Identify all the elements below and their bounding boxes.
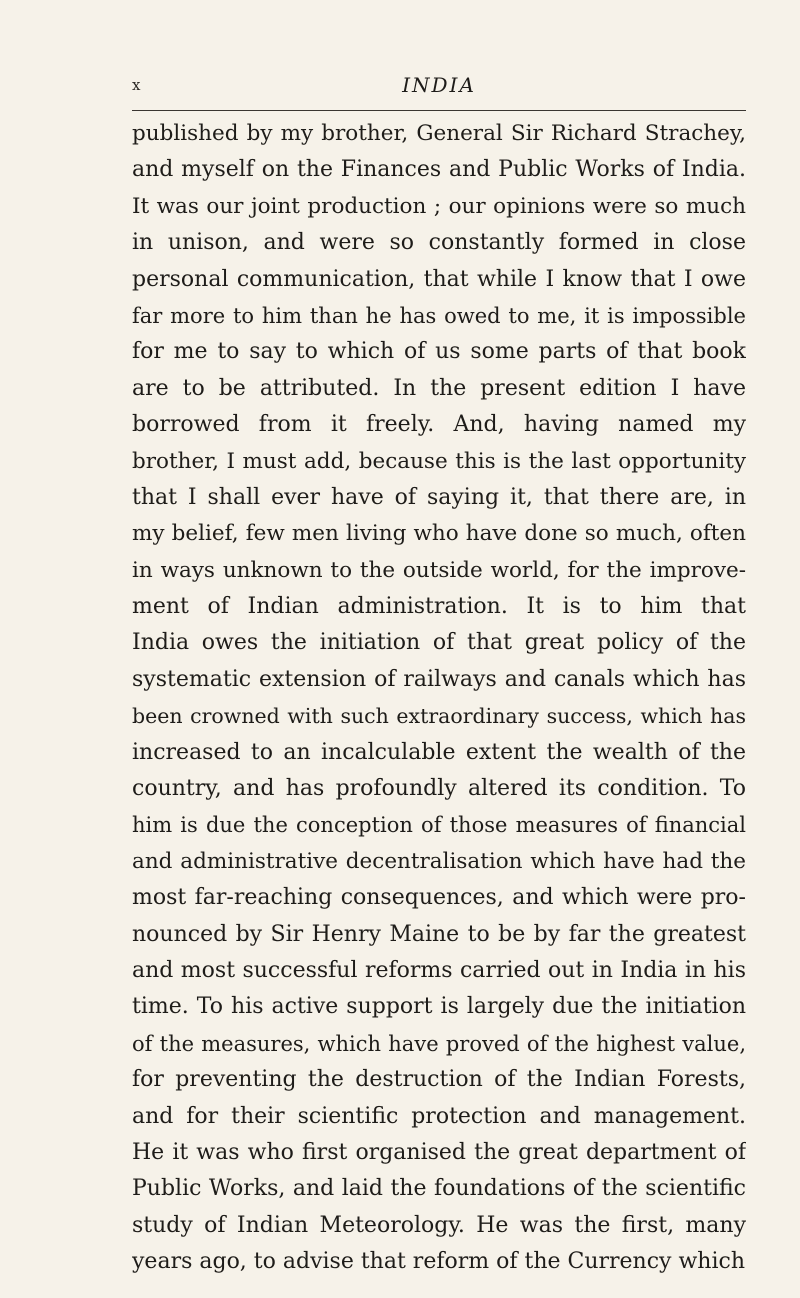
page-number: x [132, 76, 142, 94]
text-line: been crowned with such extraordinary success, which has [132, 704, 746, 729]
text-line: of the measures, which have proved of the highest value, [132, 1031, 746, 1056]
text-line: country, and has profoundly altered its condition. To [132, 776, 746, 802]
text-line: increased to an incalculable extent the wealth of the [132, 739, 746, 765]
text-line: published by my brother, General Sir Richard Strachey, [132, 121, 746, 146]
text-line: personal communication, that while I know that I owe [132, 266, 746, 292]
text-line: and for their scientific protection and management. [132, 1103, 746, 1129]
text-line: far more to him than he has owed to me, it is impossible [132, 303, 746, 328]
text-line: It was our joint production ; our opinions were so much [132, 193, 746, 219]
page-header [132, 60, 746, 102]
running-title: INDIA [402, 73, 476, 97]
text-line: study of Indian Meteorology. He was the first, many [132, 1212, 746, 1238]
text-line: He it was who first organised the great department of [132, 1139, 746, 1165]
text-line: are to be attributed. In the present edition I have [132, 375, 746, 401]
header-rule [132, 110, 746, 111]
body-text [132, 116, 746, 1281]
text-line: systematic extension of railways and canals which has [132, 666, 746, 692]
text-line: Public Works, and laid the foundations of the scientific [132, 1176, 746, 1202]
text-line: and administrative decentralisation which have had the [132, 848, 746, 874]
text-line: him is due the conception of those measures of financial [132, 813, 746, 838]
text-line: and most successful reforms carried out in India in his [132, 957, 746, 983]
text-line: for me to say to which of us some parts of that book [132, 339, 746, 365]
text-line: in ways unknown to the outside world, for the improve- [132, 557, 746, 583]
text-line: years ago, to advise that reform of the Currency which [132, 1249, 745, 1275]
text-line: and myself on the Finances and Public Works of India. [132, 157, 746, 183]
text-line: that I shall ever have of saying it, that there are, in [132, 484, 746, 510]
text-line: borrowed from it freely. And, having named my [132, 412, 746, 438]
text-line: nounced by Sir Henry Maine to be by far the greatest [132, 921, 746, 947]
text-line: brother, I must add, because this is the last opportunity [132, 448, 746, 474]
text-line: ment of Indian administration. It is to him that [132, 594, 746, 620]
text-line: my belief, few men living who have done so much, often [132, 521, 746, 547]
text-line: for preventing the destruction of the Indian Forests, [132, 1067, 746, 1093]
text-line: in unison, and were so constantly formed in close [132, 230, 746, 256]
text-line: most far-reaching consequences, and which were pro- [132, 885, 746, 911]
text-line: time. To his active support is largely due the initiation [132, 994, 746, 1020]
text-line: India owes the initiation of that great policy of the [132, 630, 746, 656]
